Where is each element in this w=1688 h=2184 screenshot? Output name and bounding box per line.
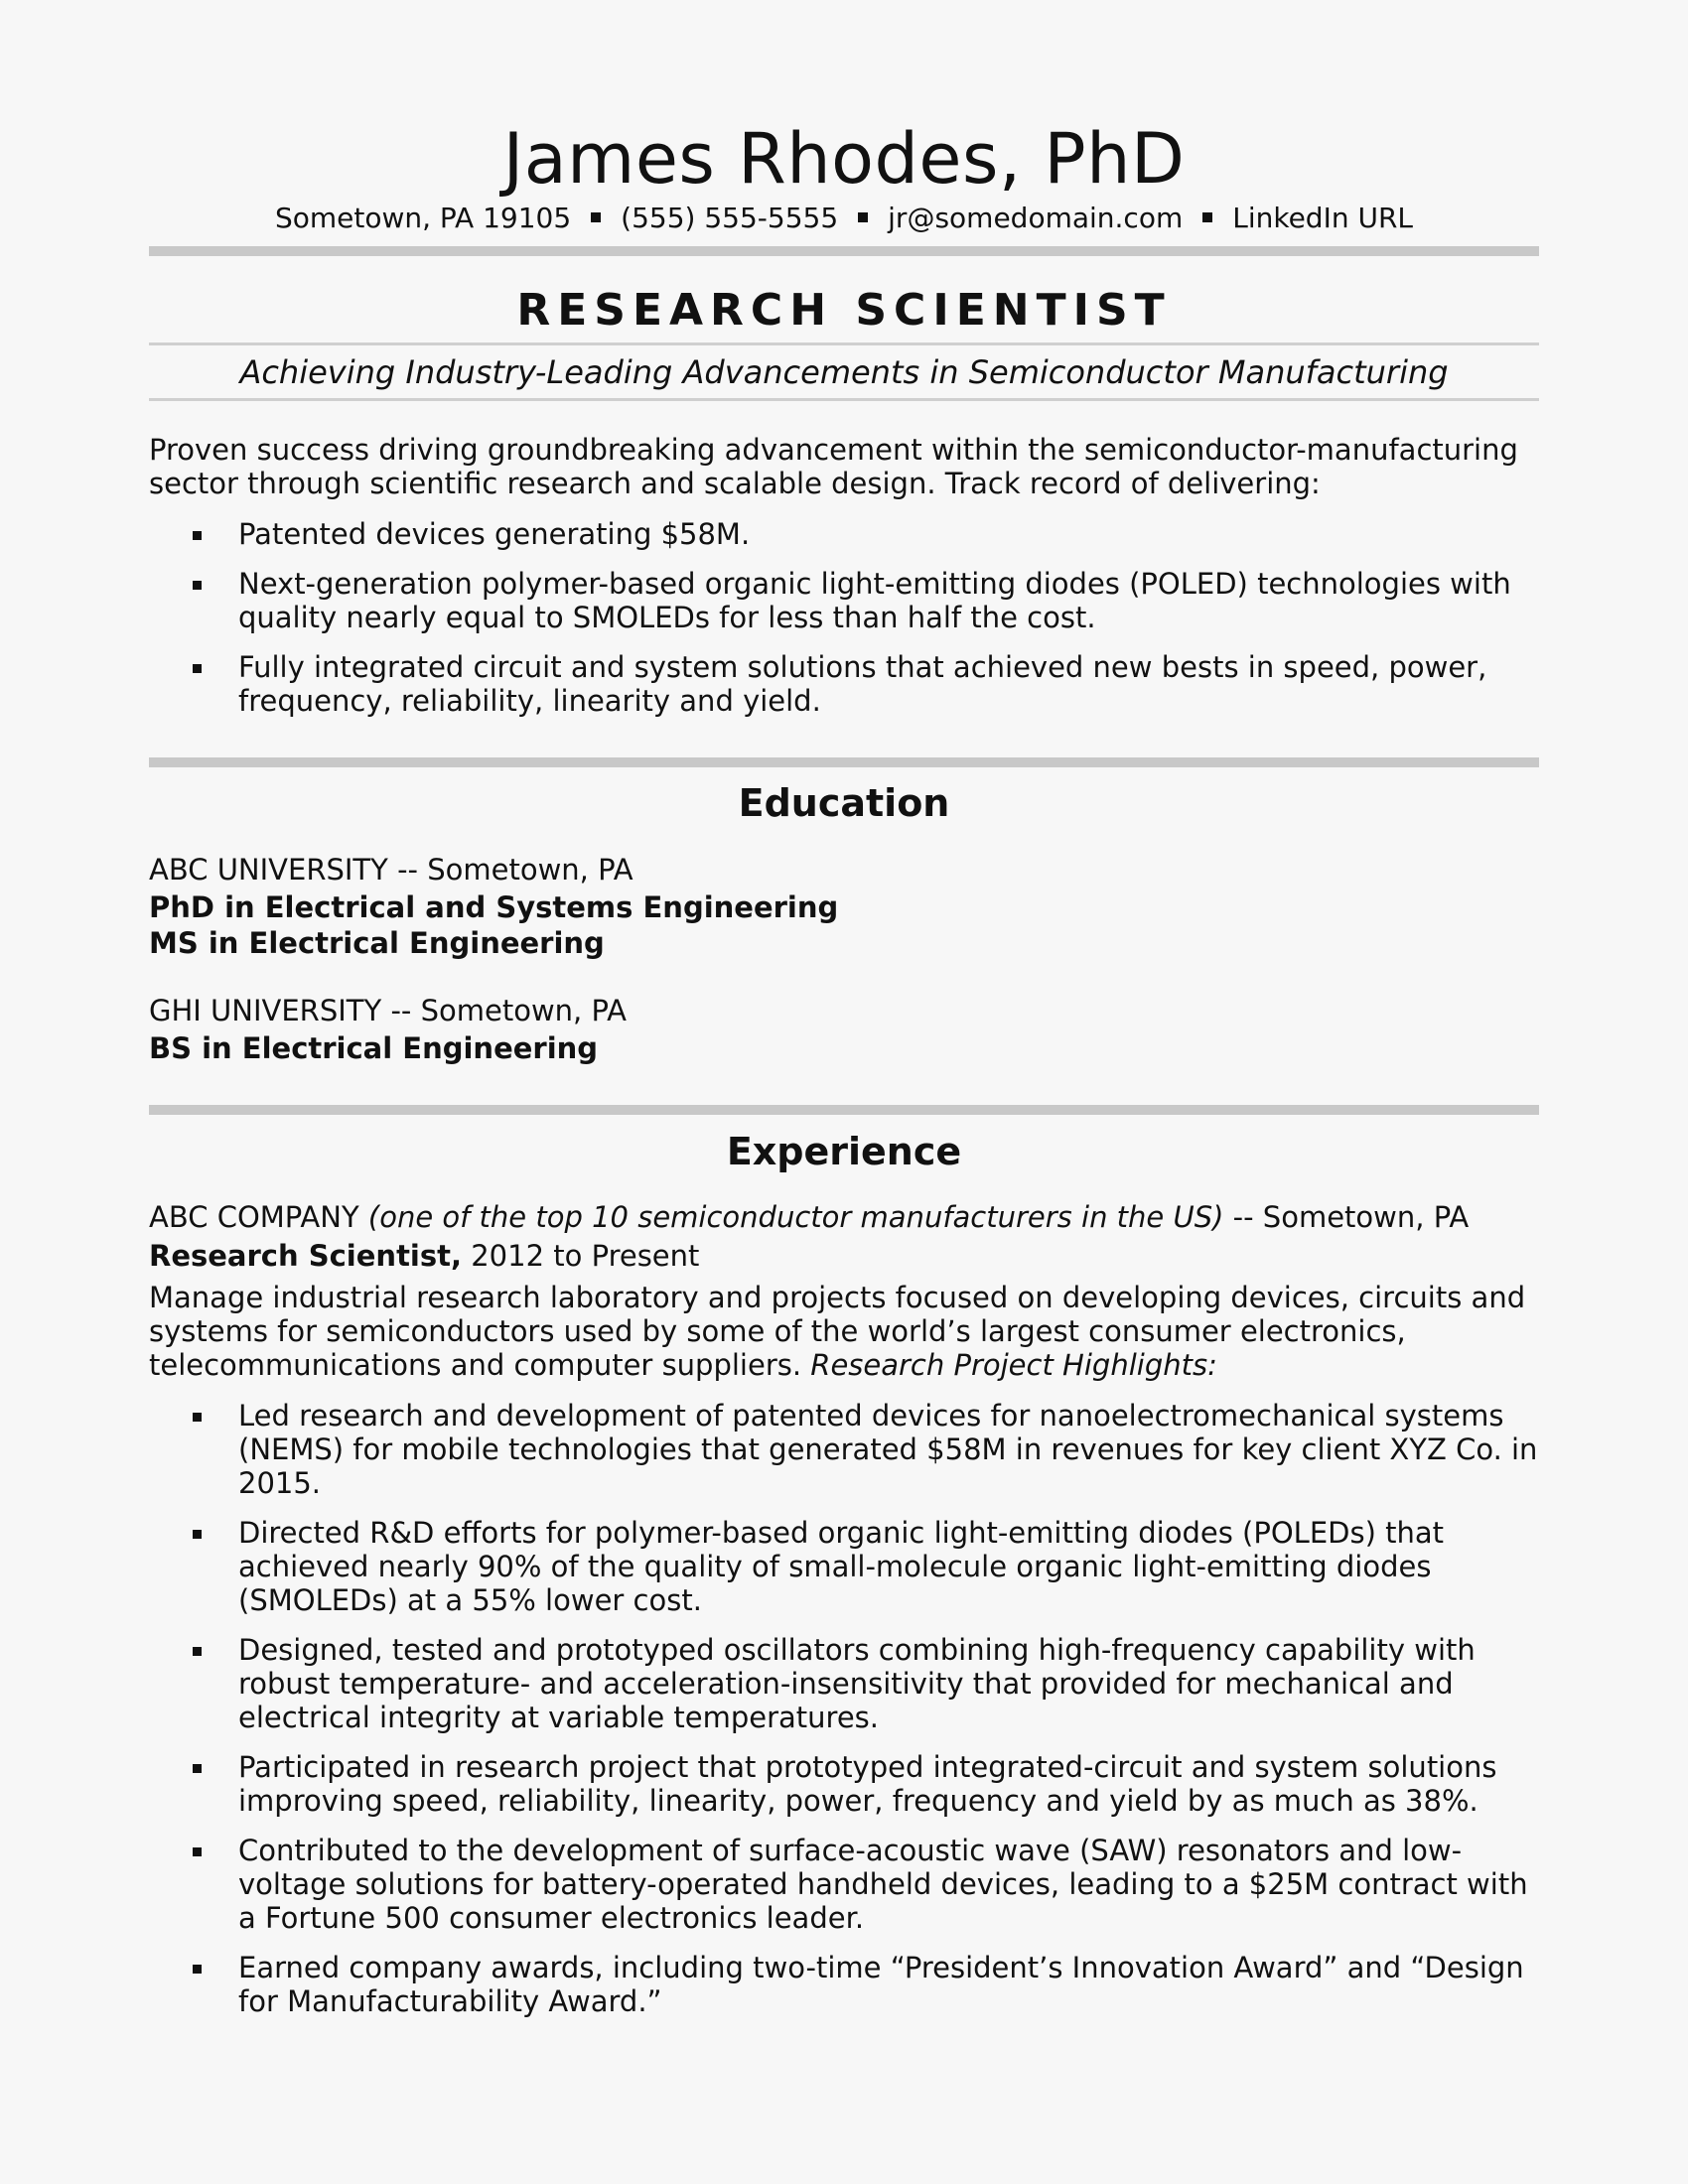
location-text: Sometown, PA 19105 [274, 202, 572, 234]
square-bullet-icon [193, 1530, 202, 1539]
tagline: Achieving Industry-Leading Advancements in Semiconductor Manufacturing [239, 353, 1449, 391]
list-item: Fully integrated circuit and system solutions that achieved new bests in speed, power, frequency, reliability, linearity and yield. [149, 650, 1539, 718]
list-item: Earned company awards, including two-time “President’s Innovation Award” and “Design for Manufacturability Award.” [149, 1951, 1539, 2018]
list-item: Designed, tested and prototyped oscillators combining high-frequency capability with robust temperature- and acceleration-insensitivity that provided for mechanical and electrical integrity at variable temperatures. [149, 1633, 1539, 1734]
highlights-label: Research Project Highlights: [810, 1348, 1217, 1382]
degree: MS in Electrical Engineering [149, 926, 605, 960]
role-dates: 2012 to Present [462, 1239, 700, 1273]
header-divider [149, 246, 1539, 256]
education-heading: Education [738, 781, 950, 825]
list-item: Participated in research project that prototyped integrated-circuit and system solutions improving speed, reliability, linearity, power, frequency and yield by as much as 38%. [149, 1750, 1539, 1818]
square-bullet-icon [1202, 212, 1212, 222]
experience-divider [149, 1105, 1539, 1115]
role-title: Research Scientist, [149, 1239, 463, 1273]
company-line [149, 1199, 1539, 1235]
experience-heading: Experience [726, 1130, 962, 1173]
square-bullet-icon [858, 212, 868, 222]
list-item: Next-generation polymer-based organic light-emitting diodes (POLED) technologies with quality nearly equal to SMOLEDs for less than half the cost. [149, 567, 1539, 634]
square-bullet-icon [193, 664, 202, 673]
school-name: ABC UNIVERSITY -- Sometown, PA [149, 853, 633, 887]
experience-bullet-list [149, 1399, 1539, 2034]
list-item: Directed R&D efforts for polymer-based organic light-emitting diodes (POLEDs) that achieved nearly 90% of the quality of small-molecule organic light-emitting diodes (SMOLEDs) at a 55% lower cost. [149, 1516, 1539, 1617]
square-bullet-icon [193, 1647, 202, 1656]
degree: PhD in Electrical and Systems Engineering [149, 890, 839, 924]
square-bullet-icon [193, 1413, 202, 1422]
role-line [149, 1238, 1539, 1274]
company-location: -- Sometown, PA [1223, 1200, 1470, 1234]
title-divider-top [149, 342, 1539, 345]
list-item: Patented devices generating $58M. [149, 517, 1539, 551]
degree: BS in Electrical Engineering [149, 1031, 599, 1065]
email-text: jr@somedomain.com [888, 202, 1184, 234]
education-divider [149, 757, 1539, 767]
job-title: RESEARCH SCIENTIST [516, 285, 1172, 336]
company-note: (one of the top 10 semiconductor manufacturers in the US) [367, 1200, 1224, 1234]
contact-line [149, 199, 1539, 238]
list-item: Contributed to the development of surface-acoustic wave (SAW) resonators and low-voltage solutions for battery-operated handheld devices, leading to a $25M contract with a Fortune 500 consumer electronics leader. [149, 1834, 1539, 1935]
candidate-name: James Rhodes, PhD [502, 118, 1186, 200]
square-bullet-icon [193, 581, 202, 590]
role-description: Manage industrial research laboratory and projects focused on developing devices, circuits and systems for semiconductors used by some of the world’s largest consumer electronics, telecommunications and computer suppliers. Research Project Highlights: [149, 1281, 1526, 1382]
square-bullet-icon [193, 1764, 202, 1773]
square-bullet-icon [193, 1847, 202, 1856]
linkedin-text: LinkedIn URL [1232, 202, 1414, 234]
school-name: GHI UNIVERSITY -- Sometown, PA [149, 994, 627, 1027]
summary-bullet-list [149, 517, 1539, 734]
summary-intro: Proven success driving groundbreaking advancement within the semiconductor-manufacturing sector through scientific research and scalable design. Track record of delivering: [149, 433, 1518, 500]
phone-text: (555) 555-5555 [621, 202, 839, 234]
list-item: Led research and development of patented devices for nanoelectromechanical systems (NEMS) for mobile technologies that generated $58M in revenues for key client XYZ Co. in 2015. [149, 1399, 1539, 1500]
company-name: ABC COMPANY [149, 1200, 359, 1234]
square-bullet-icon [193, 1965, 202, 1974]
title-divider-bottom [149, 398, 1539, 401]
square-bullet-icon [591, 212, 601, 222]
square-bullet-icon [193, 531, 202, 540]
